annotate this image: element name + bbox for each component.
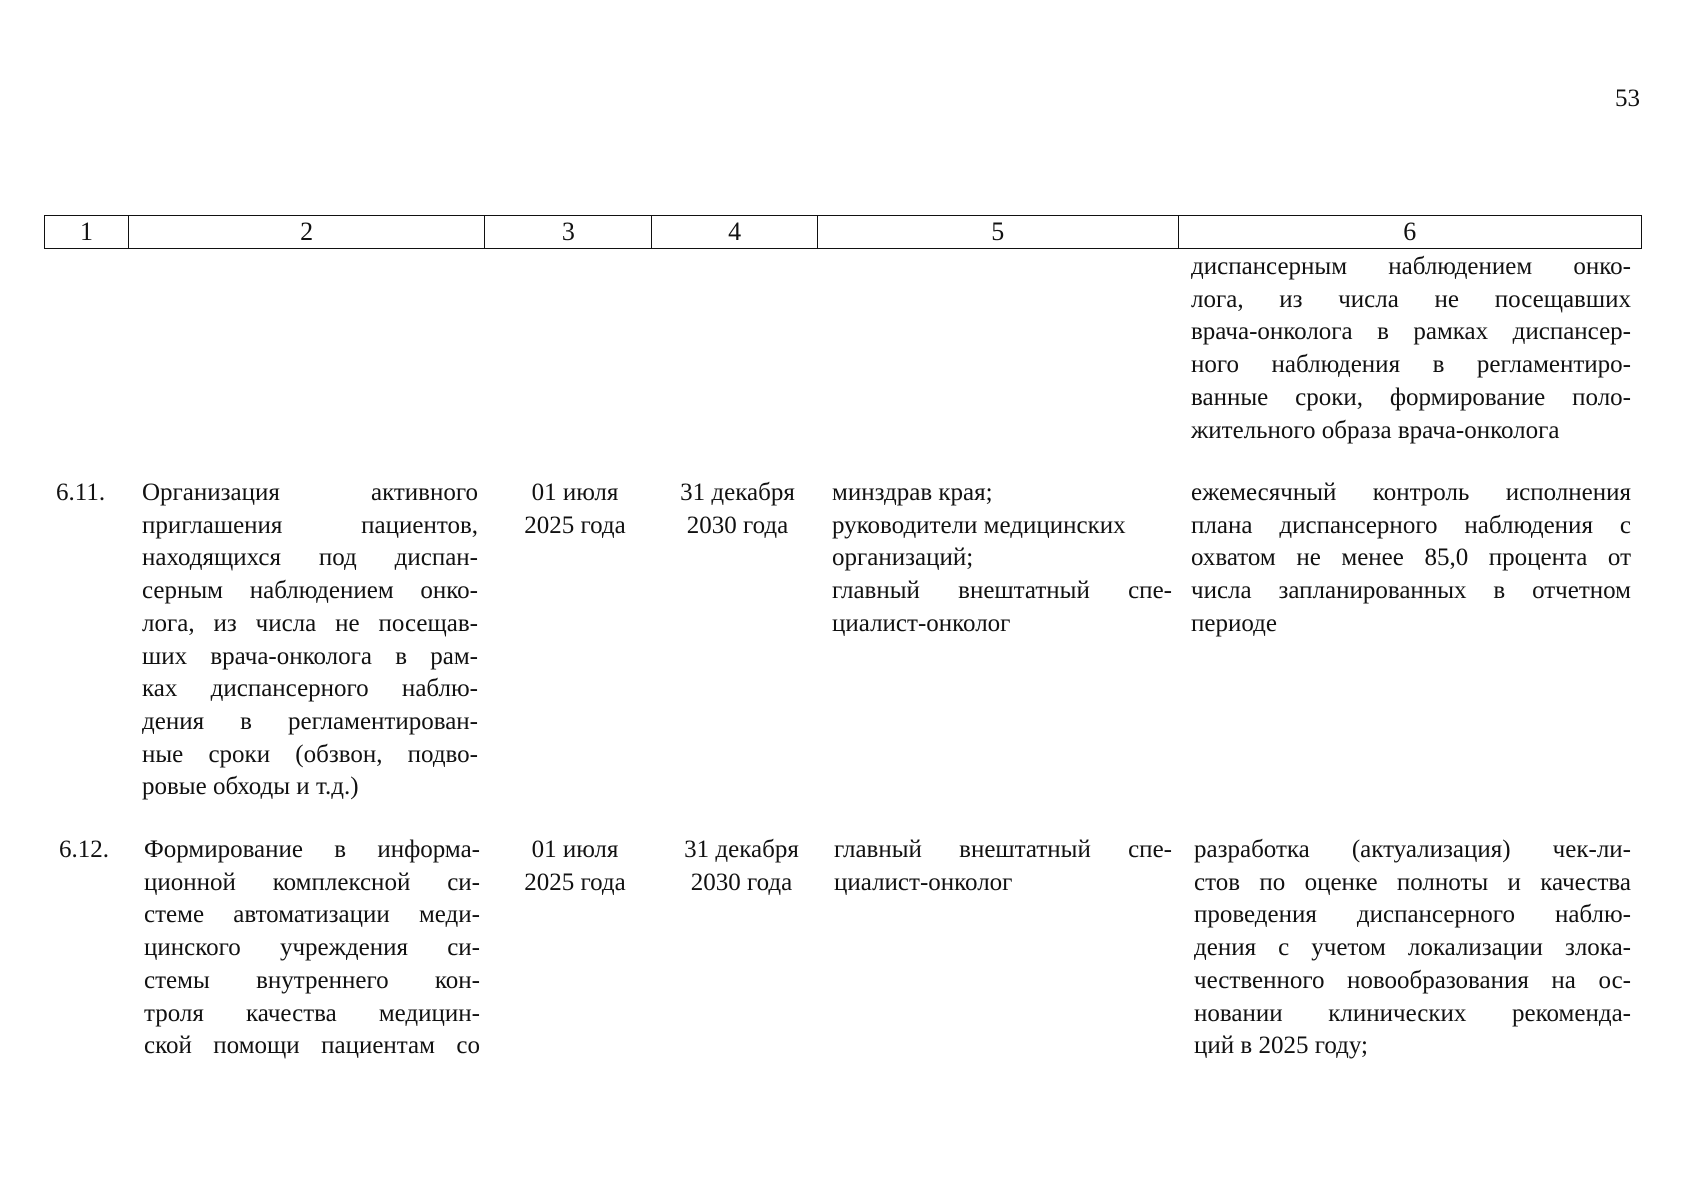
text-line: ванные сроки, формирование поло- bbox=[1191, 383, 1631, 411]
table-header-row bbox=[44, 215, 1642, 249]
text-line: стов по оценке полноты и качества bbox=[1194, 868, 1631, 896]
text-line: ные сроки (обзвон, подво- bbox=[142, 740, 478, 768]
row-number: 6.11. bbox=[56, 479, 106, 506]
text-line: 31 декабря bbox=[680, 479, 795, 506]
text-line: ших врача-онколога в рам- bbox=[142, 642, 478, 670]
expected-result bbox=[1194, 834, 1631, 1063]
text-line: 31 декабря bbox=[684, 836, 799, 863]
text-line: ках диспансерного наблю- bbox=[142, 675, 478, 703]
text-line: проведения диспансерного наблю- bbox=[1194, 901, 1631, 929]
row-number: 6.12. bbox=[59, 836, 109, 863]
text-line: 2030 года bbox=[686, 511, 789, 539]
text-line: 01 июля bbox=[531, 479, 619, 506]
text-line: циалист-онколог bbox=[834, 868, 1013, 896]
text-line: ежемесячный контроль исполнения bbox=[1191, 479, 1631, 506]
start-date bbox=[500, 477, 650, 542]
column-header-4: 4 bbox=[652, 216, 818, 248]
text-line: ской помощи пациентам со bbox=[144, 1032, 480, 1060]
start-date bbox=[500, 834, 650, 899]
text-line: главный внештатный спе- bbox=[834, 836, 1172, 863]
text-line: ного наблюдения в регламентиро- bbox=[1191, 351, 1631, 379]
text-line: жительного образа врача-онколога bbox=[1191, 416, 1560, 444]
expected-result bbox=[1191, 477, 1631, 641]
text-line: троля качества медицин- bbox=[144, 999, 480, 1027]
text-line: лога, из числа не посещавших bbox=[1191, 285, 1631, 313]
text-line: 2025 года bbox=[524, 511, 626, 539]
text-line: чественного новообразования на ос- bbox=[1194, 966, 1631, 994]
text-line: Формирование в информа- bbox=[144, 836, 480, 863]
text-line: стеме автоматизации меди- bbox=[144, 901, 480, 929]
continuation-result-cell bbox=[1191, 251, 1631, 447]
text-line: цинского учреждения си- bbox=[144, 934, 480, 962]
text-line: стемы внутреннего кон- bbox=[144, 966, 480, 994]
text-line: ций в 2025 году; bbox=[1194, 1032, 1368, 1060]
column-header-1: 1 bbox=[45, 216, 129, 248]
text-line: ровые обходы и т.д.) bbox=[142, 773, 359, 801]
end-date bbox=[660, 477, 815, 542]
text-line: 01 июля bbox=[531, 836, 619, 863]
text-line: новании клинических рекоменда- bbox=[1194, 999, 1631, 1027]
text-line: руководители медицинских bbox=[832, 511, 1126, 539]
text-line: числа запланированных в отчетном bbox=[1191, 577, 1631, 605]
text-line: 2025 года bbox=[524, 868, 626, 896]
text-line: находящихся под диспан- bbox=[142, 544, 478, 572]
text-line: серным наблюдением онко- bbox=[142, 577, 478, 605]
measure-title bbox=[144, 834, 480, 1063]
column-header-2: 2 bbox=[129, 216, 486, 248]
text-line: дения в регламентирован- bbox=[142, 707, 478, 735]
column-header-5: 5 bbox=[818, 216, 1179, 248]
text-line: дения с учетом локализации злока- bbox=[1194, 934, 1631, 962]
column-header-3: 3 bbox=[485, 216, 652, 248]
responsible-parties bbox=[834, 834, 1172, 899]
responsible-parties bbox=[832, 477, 1172, 641]
text-line: разработка (актуализация) чек-ли- bbox=[1194, 836, 1631, 863]
column-header-6: 6 bbox=[1403, 217, 1417, 246]
text-line: организаций; bbox=[832, 544, 974, 572]
end-date bbox=[664, 834, 819, 899]
text-line: врача-онколога в рамках диспансер- bbox=[1191, 318, 1631, 346]
text-line: лога, из числа не посещав- bbox=[142, 609, 478, 637]
text-line: ционной комплексной си- bbox=[144, 868, 480, 896]
text-line: циалист-онколог bbox=[832, 609, 1011, 637]
text-line: Организация активного bbox=[142, 479, 478, 506]
text-line: минздрав края; bbox=[832, 479, 993, 506]
text-line: плана диспансерного наблюдения с bbox=[1191, 511, 1631, 539]
text-line: периоде bbox=[1191, 609, 1277, 637]
measure-title bbox=[142, 477, 478, 804]
page-number: 53 bbox=[1615, 85, 1640, 112]
text-line: главный внештатный спе- bbox=[832, 577, 1172, 605]
text-line: охватом не менее 85,0 процента от bbox=[1191, 544, 1631, 572]
text-line: диспансерным наблюдением онко- bbox=[1191, 253, 1631, 280]
text-line: приглашения пациентов, bbox=[142, 511, 478, 539]
text-line: 2030 года bbox=[690, 868, 793, 896]
